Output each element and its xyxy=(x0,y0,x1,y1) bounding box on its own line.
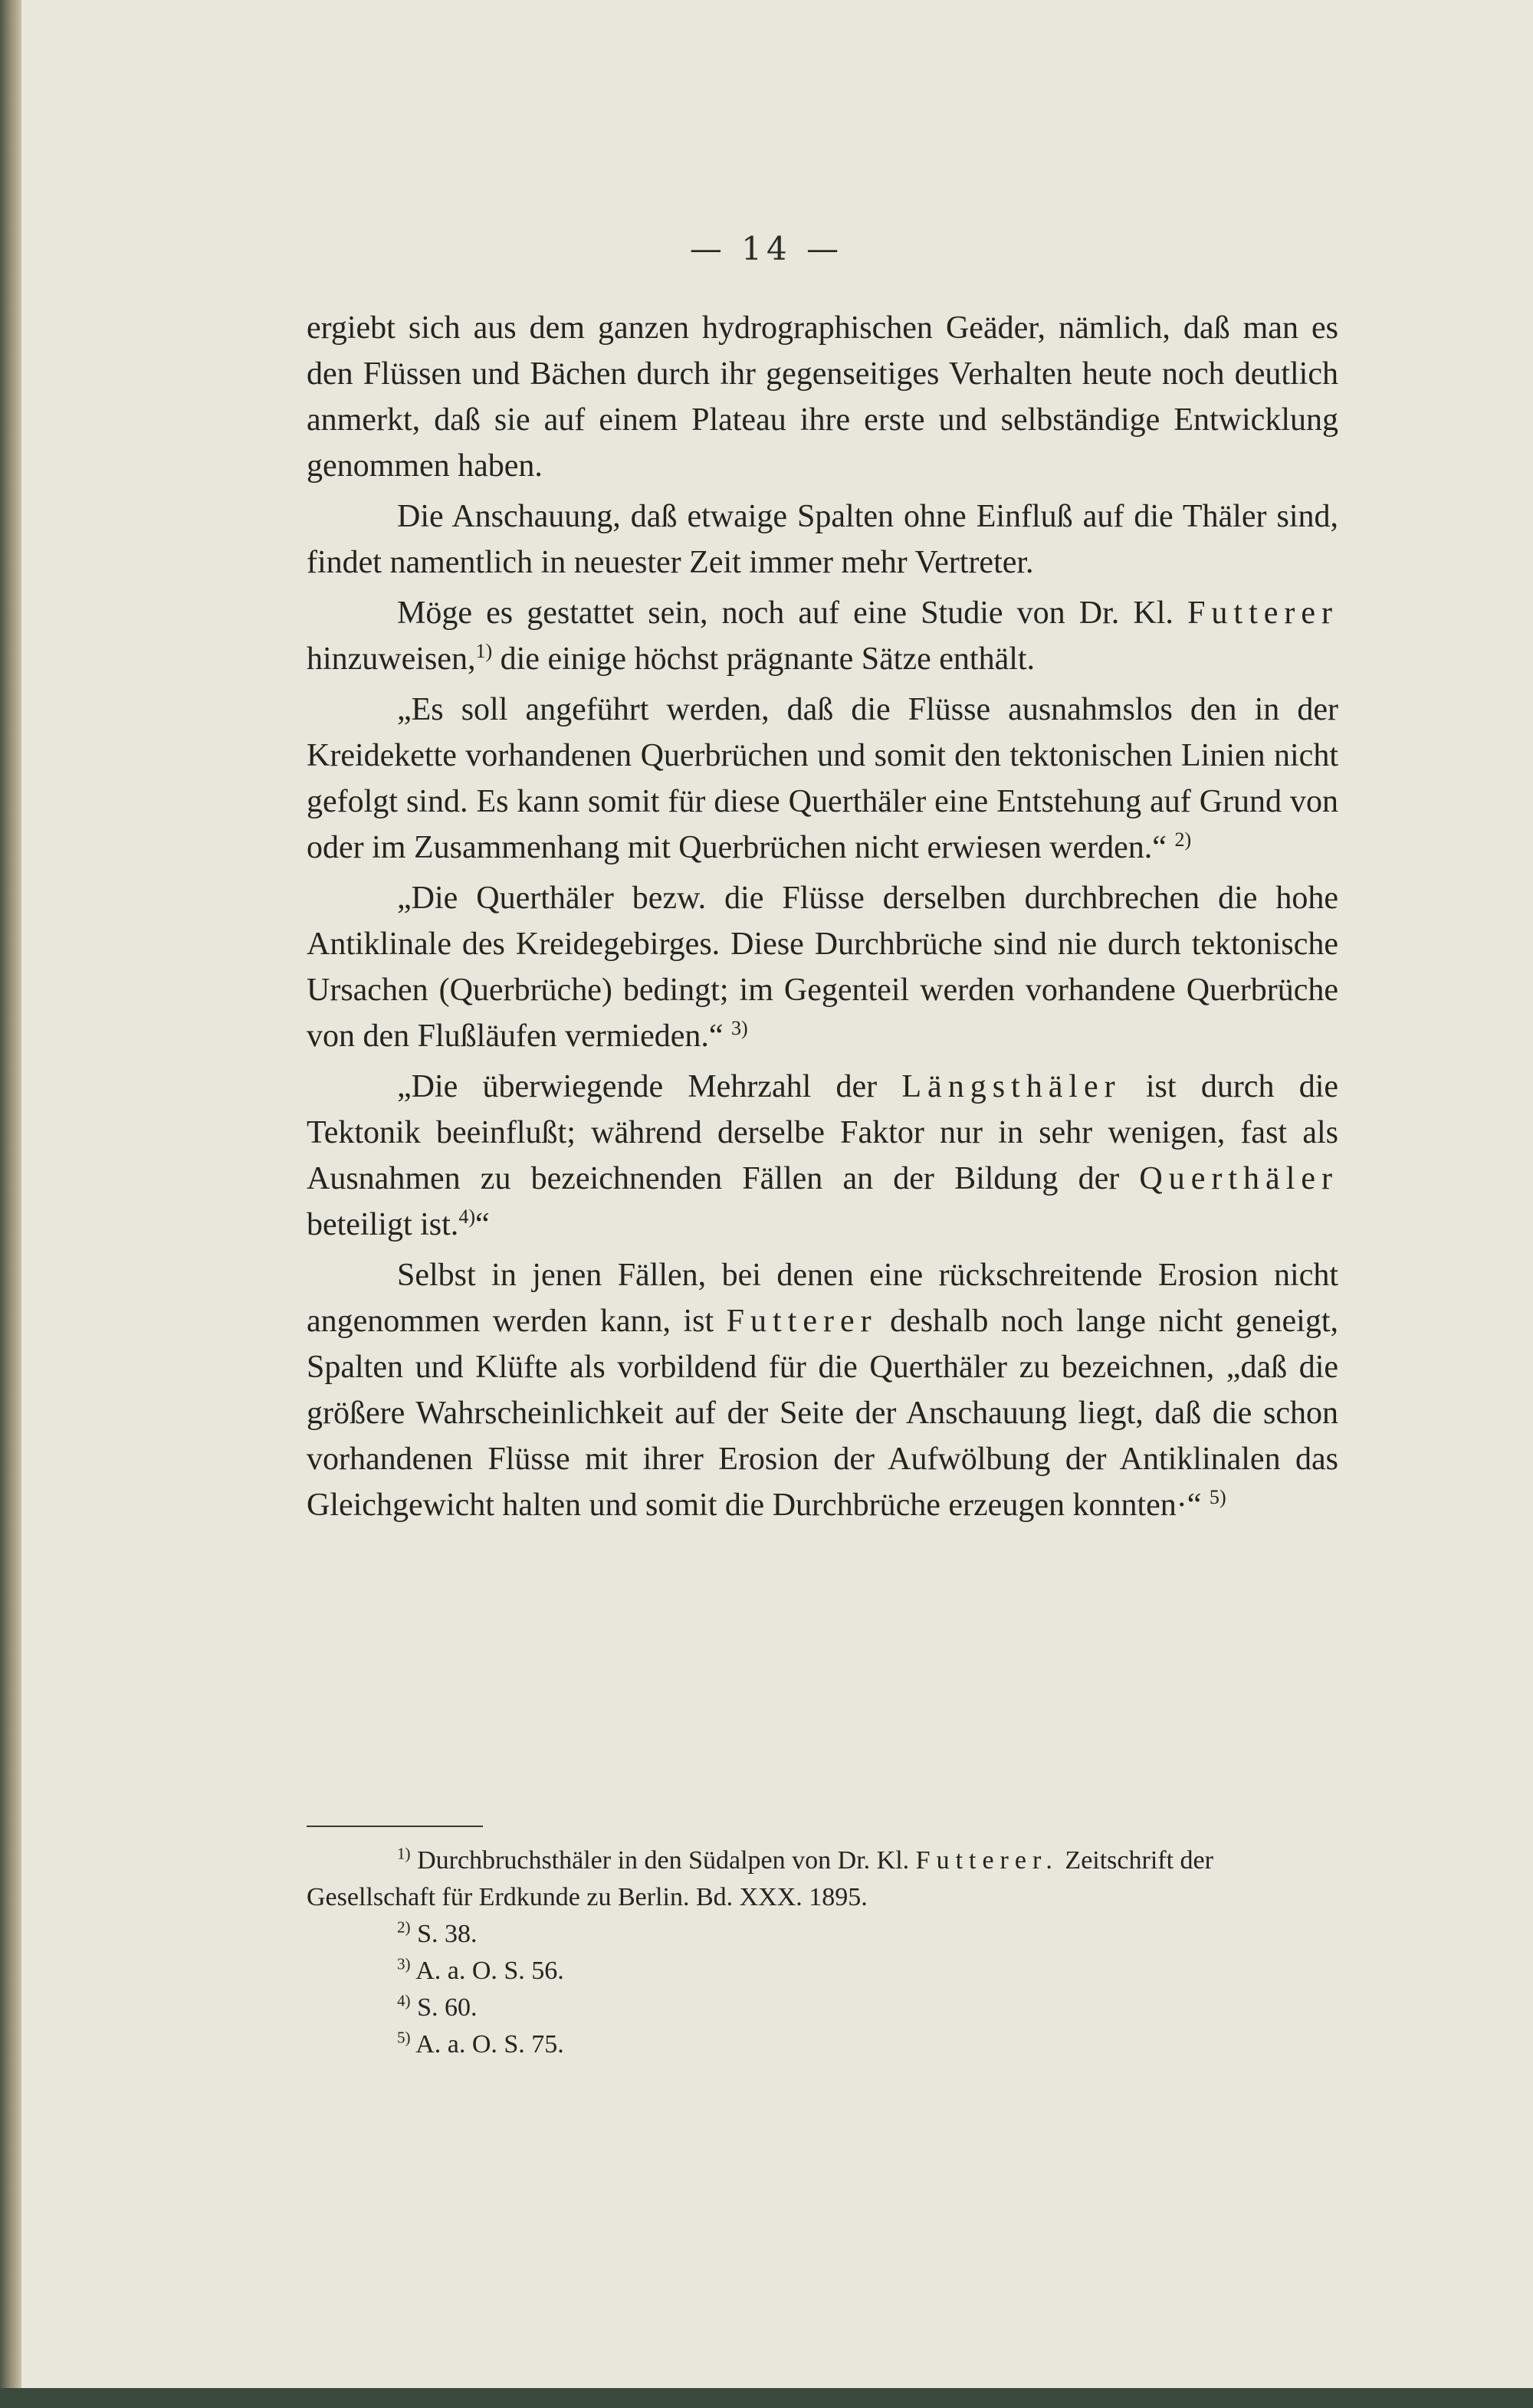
book-edge xyxy=(0,2388,1533,2408)
author-name: Futterer xyxy=(1187,595,1339,631)
footnote-ref-4: 4) xyxy=(458,1206,475,1228)
footnote-ref-2: 2) xyxy=(1174,828,1192,851)
paragraph-6: „Die überwiegende Mehrzahl der Längsthäler ist durch die Tektonik beeinflußt; während derselbe Faktor nur in sehr wenigen, fast als Ausnahmen zu bezeichnenden Fällen an der Bildung der Querthäler beteiligt ist.$^{4)}$“ xyxy=(307,1069,1339,1242)
footnote-divider xyxy=(307,1826,483,1827)
paragraph-7: Selbst in jenen Fällen, bei denen eine rückschreitende Erosion nicht angenommen werden kann, ist Futterer deshalb noch lange nicht geneigt, Spalten und Klüfte als vorbildend für die Querthäler zu bezeichnen, „daß die größere Wahrscheinlichkeit auf der Seite der Anschauung liegt, daß die schon vorhandenen Flüsse mit ihrer Erosion der Aufwölbung der Antiklinalen das Gleichgewicht halten und somit die Durchbrüche erzeugen konnten·“ $^{5)}$ xyxy=(307,1258,1338,1523)
footnotes xyxy=(307,1842,1338,2063)
footnote-3: $^{3)}$ A. a. O. S. 56. xyxy=(397,1954,564,1985)
footnote-ref-1: 1) xyxy=(475,640,493,662)
main-text xyxy=(307,305,1338,1533)
spaced-term: Längsthäler xyxy=(901,1069,1121,1104)
footnote-ref-5: 5) xyxy=(1209,1486,1226,1508)
paragraph-4 xyxy=(307,687,1338,871)
footnote-ref-3: 3) xyxy=(731,1017,748,1039)
paragraph-1: ergiebt sich aus dem ganzen hydrographischen Geäder, nämlich, daß man es den Flüssen und Bächen durch ihr gegenseitiges Verhalten heute noch deutlich anmerkt, daß sie auf einem Plateau ihre erste und selbständige Entwicklung genommen haben. xyxy=(307,310,1338,484)
page-number: — 14 — xyxy=(689,230,844,267)
spaced-term: Querthäler xyxy=(1139,1161,1338,1196)
author-name: Futterer xyxy=(726,1304,878,1339)
footnote-2: $^{2)}$ S. 38. xyxy=(397,1918,478,1948)
book-spine xyxy=(0,0,21,2408)
quote-1: „Es soll angeführt werden, daß die Flüsse ausnahmslos den in der Kreidekette vorhandenen Querbrüchen und somit den tektonischen Linien nicht gefolgt sind. Es kann somit für diese Querthäler eine Entstehung auf Grund von oder im Zusammenhang mit Querbrüchen nicht erwiesen werden.“ xyxy=(307,692,1338,865)
footnote-1: $^{1)}$ Durchbruchsthäler in den Südalpen von Dr. Kl. Futterer. Zeitschrift der Gesellschaft für Erdkunde zu Berlin. Bd. XXX. 1895. xyxy=(307,1844,1213,1911)
paragraph-5 xyxy=(307,875,1338,1059)
paragraph-3: Möge es gestattet sein, noch auf eine Studie von Dr. Kl. Futterer hinzuweisen,$^{1)}$ die einige höchst prägnante Sätze enthält. xyxy=(307,595,1339,677)
quote-2: „Die Querthäler bezw. die Flüsse derselben durchbrechen die hohe Antiklinale des Kreidegebirges. Diese Durchbrüche sind nie durch tektonische Ursachen (Querbrüche) bedingt; im Gegenteil werden vorhandene Querbrüche von den Flußläufen vermieden.“ xyxy=(307,881,1338,1054)
paragraph-2: Die Anschauung, daß etwaige Spalten ohne Einfluß auf die Thäler sind, findet namentlich in neuester Zeit immer mehr Vertreter. xyxy=(307,499,1338,580)
footnote-5: $^{5)}$ A. a. O. S. 75. xyxy=(397,2028,564,2059)
footnote-4: $^{4)}$ S. 60. xyxy=(397,1991,478,2022)
